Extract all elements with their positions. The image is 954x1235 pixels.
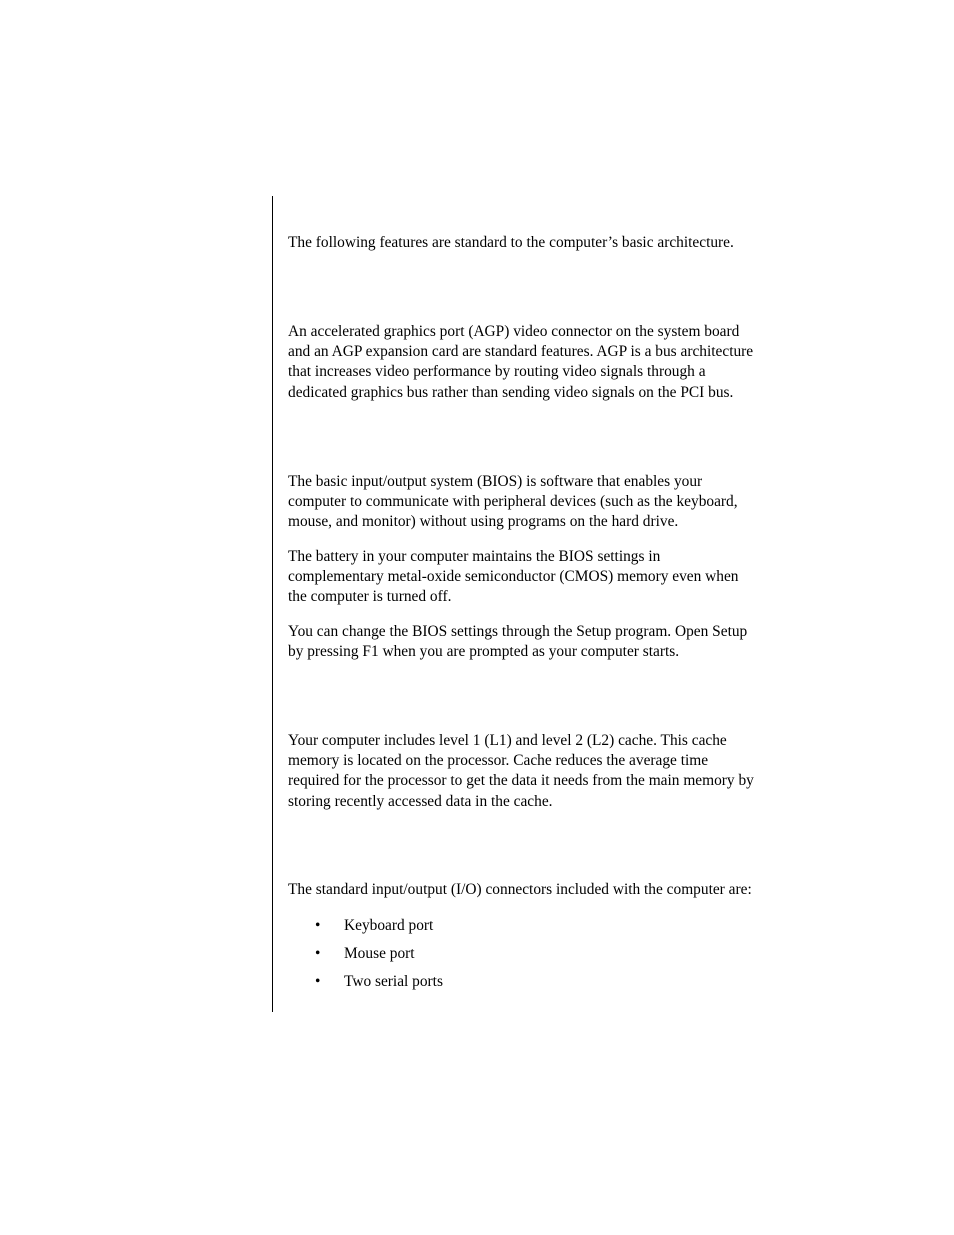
io-intro-paragraph <box>288 880 788 900</box>
bullet-icon: • <box>315 973 321 990</box>
list-item <box>288 944 768 964</box>
text-line: by pressing F1 when you are prompted as your computer starts. <box>288 643 680 661</box>
text-line: An accelerated graphics port (AGP) video connector on the system board <box>288 323 740 340</box>
text-line: storing recently accessed data in the cache. <box>288 792 553 810</box>
text-line: The following features are standard to the computer’s basic architecture. <box>288 234 734 251</box>
agp-paragraph <box>288 322 788 403</box>
list-item-label: Mouse port <box>344 945 415 962</box>
text-line: computer to communicate with peripheral devices (such as the keyboard, <box>288 493 738 511</box>
intro-paragraph <box>288 233 788 253</box>
cache-paragraph <box>288 731 788 812</box>
text-line: memory is located on the processor. Cache reduces the average time <box>288 752 709 770</box>
list-item-label: Keyboard port <box>344 917 434 934</box>
text-line: mouse, and monitor) without using programs on the hard drive. <box>288 513 679 531</box>
margin-rule <box>272 196 273 1012</box>
text-line: the computer is turned off. <box>288 588 452 606</box>
bios-paragraph-2 <box>288 547 788 608</box>
bios-paragraph-1 <box>288 472 788 533</box>
bios-paragraph-3 <box>288 622 788 662</box>
bullet-icon: • <box>315 945 321 962</box>
text-line: complementary metal-oxide semiconductor (CMOS) memory even when <box>288 568 739 586</box>
text-line: You can change the BIOS settings through the Setup program. Open Setup <box>288 623 748 640</box>
list-item-label: Two serial ports <box>344 973 443 990</box>
text-line: Your computer includes level 1 (L1) and level 2 (L2) cache. This cache <box>288 732 727 749</box>
text-line: required for the processor to get the data it needs from the main memory by <box>288 772 754 790</box>
list-item <box>288 916 768 936</box>
text-line: The basic input/output system (BIOS) is software that enables your <box>288 473 703 490</box>
text-line: The battery in your computer maintains the BIOS settings in <box>288 548 661 565</box>
text-line: dedicated graphics bus rather than sending video signals on the PCI bus. <box>288 383 734 401</box>
text-line: and an AGP expansion card are standard features. AGP is a bus architecture <box>288 343 754 361</box>
list-item <box>288 972 768 992</box>
text-line: The standard input/output (I/O) connectors included with the computer are: <box>288 881 752 898</box>
bullet-icon: • <box>315 917 321 934</box>
text-line: that increases video performance by routing video signals through a <box>288 363 706 381</box>
